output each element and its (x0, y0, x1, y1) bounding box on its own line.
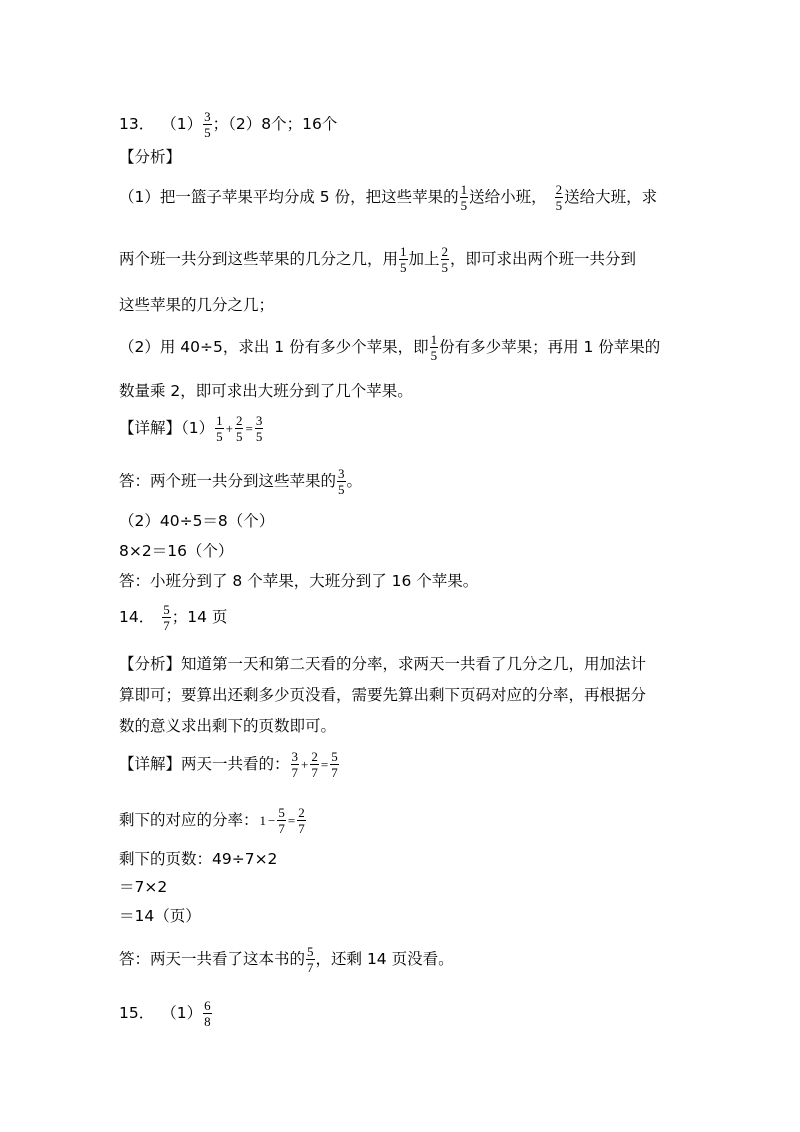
question-number: 14． (119, 608, 155, 626)
fraction: $\frac{3}{7}$ (291, 749, 299, 780)
fraction: $\frac{5}{7}$ (307, 944, 314, 975)
analysis-line: （1）把一篮子苹果平均分成 5 份，把这些苹果的 $\frac{1}{5}$ 送给小班， $\frac{2}{5}$ 送给大班，求 (119, 182, 658, 213)
detail-line: 剩下的对应的分率：1 − $\frac{5}{7}$ = $\frac{2}{7}$ (119, 805, 305, 836)
fraction: $\frac{1}{5}$ (460, 182, 468, 213)
fraction: $\frac{2}{5}$ (555, 182, 563, 213)
analysis-label: 【分析】 (119, 655, 182, 673)
fraction: $\frac{5}{7}$ (163, 602, 170, 633)
analysis-line: 算即可；要算出还剩多少页没看，需要先算出剩下页码对应的分率，再根据分 (119, 686, 647, 704)
detail-label: 【详解】 (119, 755, 182, 773)
fraction: $\frac{2}{5}$ (441, 244, 449, 275)
detail-label: 【详解】 (119, 419, 182, 437)
analysis-line: 数的意义求出剩下的页数即可。 (119, 717, 337, 735)
analysis-line: 这些苹果的几分之几； (119, 296, 275, 314)
fraction: $\frac{1}{5}$ (430, 332, 438, 363)
detail-line: 【详解】（1） $\frac{1}{5}$ + $\frac{2}{5}$ = $\frac{3}{5}$ (119, 413, 263, 444)
detail-line: 8×2＝16（个） (119, 542, 234, 560)
fraction: $\frac{3}{5}$ (255, 413, 263, 444)
detail-line: ＝7×2 (119, 878, 168, 896)
analysis-label: 【分析】 (119, 148, 182, 166)
analysis-line: 两个班一共分到这些苹果的几分之几，用 $\frac{1}{5}$ 加上 $\frac{2}{5}$ ，即可求出两个班一共分到 (119, 244, 637, 275)
fraction: $\frac{2}{5}$ (235, 413, 243, 444)
detail-line: ＝14（页） (119, 907, 201, 925)
q15-header: 15． （1） $\frac{6}{8}$ (119, 998, 211, 1029)
fraction: $\frac{5}{7}$ (278, 805, 285, 836)
analysis-line: （2）用 40÷5，求出 1 份有多少个苹果，即 $\frac{1}{5}$ 份有多少苹果；再用 1 份苹果的 (119, 332, 661, 363)
question-number: 13． (119, 115, 155, 133)
q14-header: 14． $\frac{5}{7}$ ；14 页 (119, 602, 228, 633)
analysis-line: 数量乘 2，即可求出大班分到了几个苹果。 (119, 382, 413, 400)
detail-line: 【详解】两天一共看的： $\frac{3}{7}$ + $\frac{2}{7}$ = $\frac{5}{7}$ (119, 749, 338, 780)
detail-line: 剩下的页数：49÷7×2 (119, 850, 278, 868)
answer-line: 答：两天一共看了这本书的 $\frac{5}{7}$ ，还剩 14 页没看。 (119, 944, 454, 975)
fraction: $\frac{1}{5}$ (216, 413, 223, 444)
fraction: $\frac{6}{8}$ (204, 998, 211, 1029)
question-number: 15． (119, 1004, 155, 1022)
analysis-line: 【分析】知道第一天和第二天看的分率，求两天一共看了几分之几，用加法计 (119, 655, 647, 673)
fraction: $\frac{2}{7}$ (311, 749, 318, 780)
answer-line: 答：小班分到了 8 个苹果，大班分到了 16 个苹果。 (119, 572, 479, 590)
fraction: $\frac{5}{7}$ (331, 749, 338, 780)
fraction: $\frac{3}{5}$ (338, 466, 345, 497)
fraction: $\frac{3}{5}$ (204, 109, 211, 140)
answer-line: 答：两个班一共分到这些苹果的 $\frac{3}{5}$ 。 (119, 466, 363, 497)
fraction: $\frac{1}{5}$ (400, 244, 407, 275)
detail-line: （2）40÷5＝8（个） (119, 512, 275, 530)
q13-header: 13． （1） $\frac{3}{5}$ ；（2）8个；16个 (119, 109, 338, 140)
fraction: $\frac{2}{7}$ (298, 805, 305, 836)
